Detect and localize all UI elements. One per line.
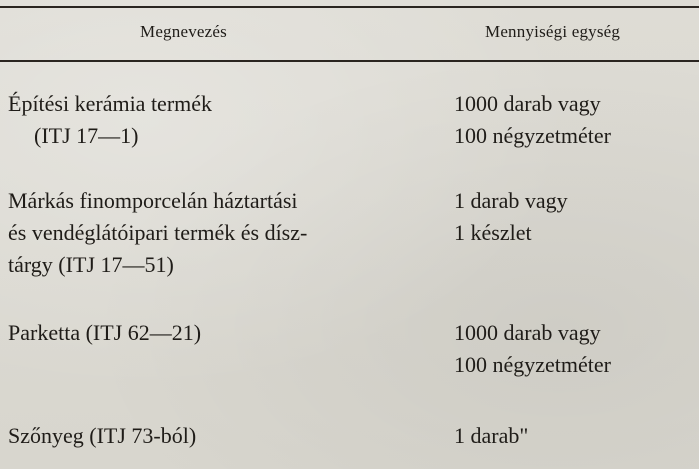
table-row-unit-line: 1000 darab vagy xyxy=(454,91,601,116)
table-top-rule xyxy=(0,6,699,8)
table-row-unit-line: 1 darab vagy xyxy=(454,188,568,213)
table-row-name-line: Építési kerámia termék xyxy=(8,91,213,116)
table-row-name-line: (ITJ 17—1) xyxy=(34,123,139,148)
table-row-unit-line: 1000 darab vagy xyxy=(454,320,601,345)
table-row-name-line: Márkás finomporcelán háztartási xyxy=(8,188,298,213)
table-header-rule xyxy=(0,60,699,62)
table-row-name-line: és vendéglátóipari termék és dísz- xyxy=(8,220,308,245)
table-row-name-line: tárgy (ITJ 17—51) xyxy=(8,252,174,277)
table-row-unit-line: 1 készlet xyxy=(454,220,532,245)
table-row-unit-line: 1 darab" xyxy=(454,423,529,448)
table-row-name-line: Szőnyeg (ITJ 73-ból) xyxy=(8,423,197,448)
column-header-name: Megnevezés xyxy=(140,22,227,41)
column-header-unit: Mennyiségi egység xyxy=(485,22,621,41)
table-row-name-line: Parketta (ITJ 62—21) xyxy=(8,320,202,345)
table-row-unit-line: 100 négyzetméter xyxy=(454,352,611,377)
table-row-unit-line: 100 négyzetméter xyxy=(454,123,611,148)
